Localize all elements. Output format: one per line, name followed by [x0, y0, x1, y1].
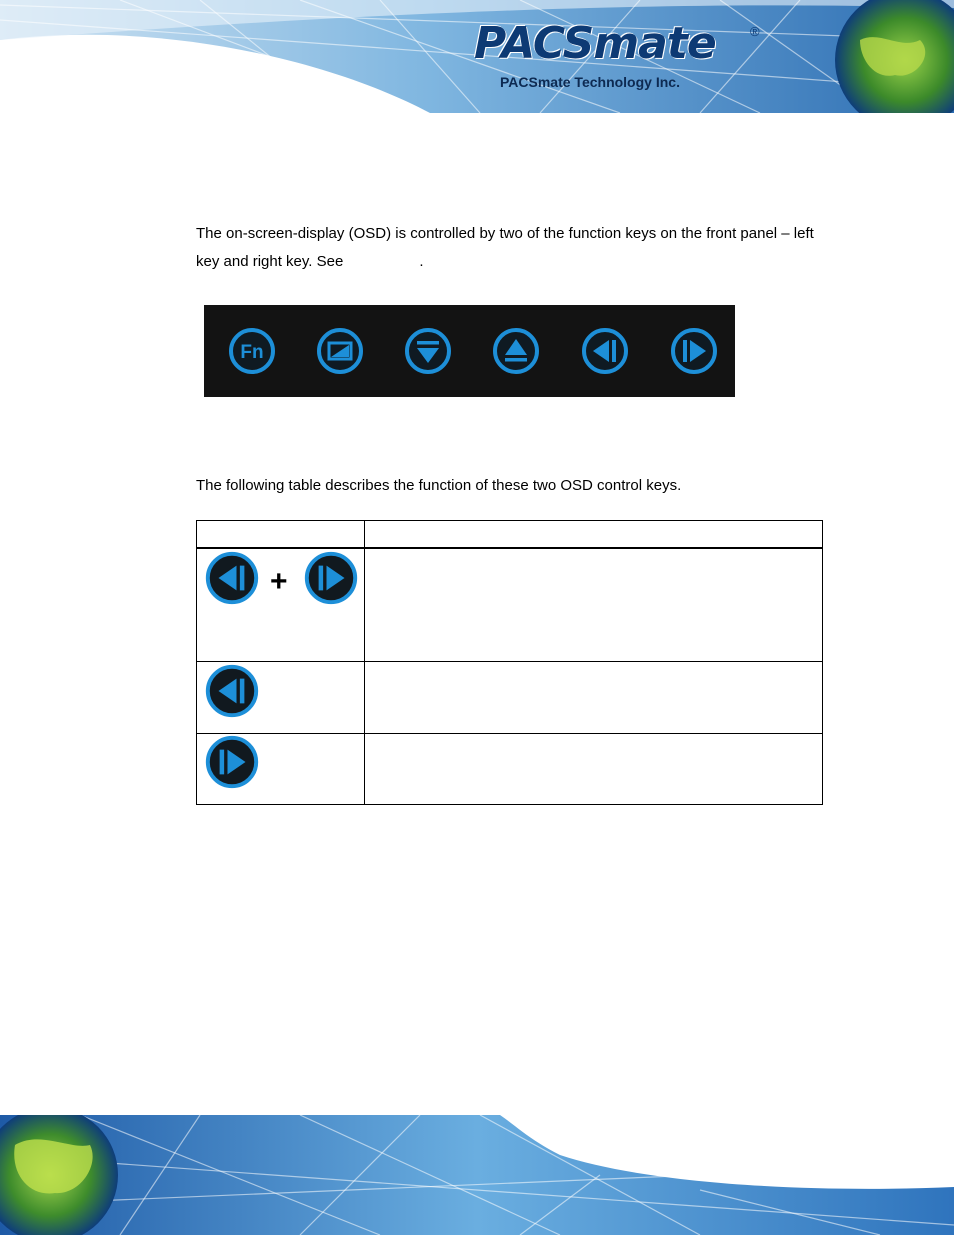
- display-key-icon: [316, 327, 364, 375]
- footer-background-graphic: [0, 1115, 954, 1235]
- description-cell: [365, 662, 823, 734]
- table-header-row: [197, 521, 823, 549]
- description-cell: [365, 548, 823, 662]
- up-key-icon: [492, 327, 540, 375]
- company-name: PACSmate Technology Inc.: [500, 74, 680, 90]
- fn-key-icon: [228, 327, 276, 375]
- table-intro: The following table describes the function of these two OSD control keys.: [196, 477, 682, 494]
- brand-logo: PACSmate: [474, 18, 716, 69]
- key-cell: [197, 662, 365, 734]
- intro-end: .: [419, 253, 424, 270]
- key-cell: [197, 734, 365, 805]
- fn-key-label: Fn: [240, 342, 264, 363]
- right-key-icon: [205, 735, 259, 789]
- header-banner: [0, 0, 954, 113]
- right-key-icon: [670, 327, 718, 375]
- registered-mark: ®: [750, 24, 760, 39]
- left-key-icon: [205, 664, 259, 718]
- plus-sign: +: [270, 565, 288, 598]
- description-cell: [365, 734, 823, 805]
- osd-keys-table: [196, 520, 823, 805]
- left-key-icon: [205, 551, 259, 605]
- front-panel-keys: [204, 305, 735, 397]
- down-key-icon: [404, 327, 452, 375]
- table-row: [197, 734, 823, 805]
- left-key-icon: [581, 327, 629, 375]
- header-key: [197, 521, 365, 549]
- intro-text: The on-screen-display (OSD) is controlled by two of the function keys on the front panel – left key and right key. See: [196, 225, 814, 270]
- table-row: [197, 662, 823, 734]
- intro-paragraph: [196, 220, 826, 276]
- key-cell: [197, 548, 365, 662]
- right-key-icon: [304, 551, 358, 605]
- footer-banner: [0, 1115, 954, 1235]
- header-function: [365, 521, 823, 549]
- table-row: [197, 548, 823, 662]
